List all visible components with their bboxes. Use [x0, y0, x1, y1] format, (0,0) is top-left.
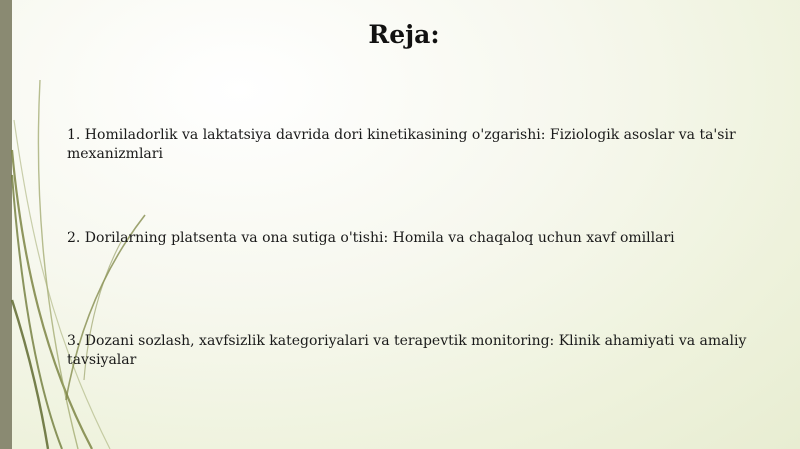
plan-item-1: 1. Homiladorlik va laktatsiya davrida dori kinetikasining o'zgarishi: Fiziologik asoslar va ta'sir mexanizmlari	[67, 127, 736, 162]
plan-item-2: 2. Dorilarning platsenta va ona sutiga o'tishi: Homila va chaqaloq uchun xavf omillari	[67, 230, 675, 246]
slide-title: Reja:	[368, 20, 440, 49]
plan-item-3: 3. Dozani sozlash, xavfsizlik kategoriyalari va terapevtik monitoring: Klinik ahamiyati va amaliy tavsiyalar	[67, 333, 747, 368]
grass-blades-decoration	[0, 0, 160, 449]
